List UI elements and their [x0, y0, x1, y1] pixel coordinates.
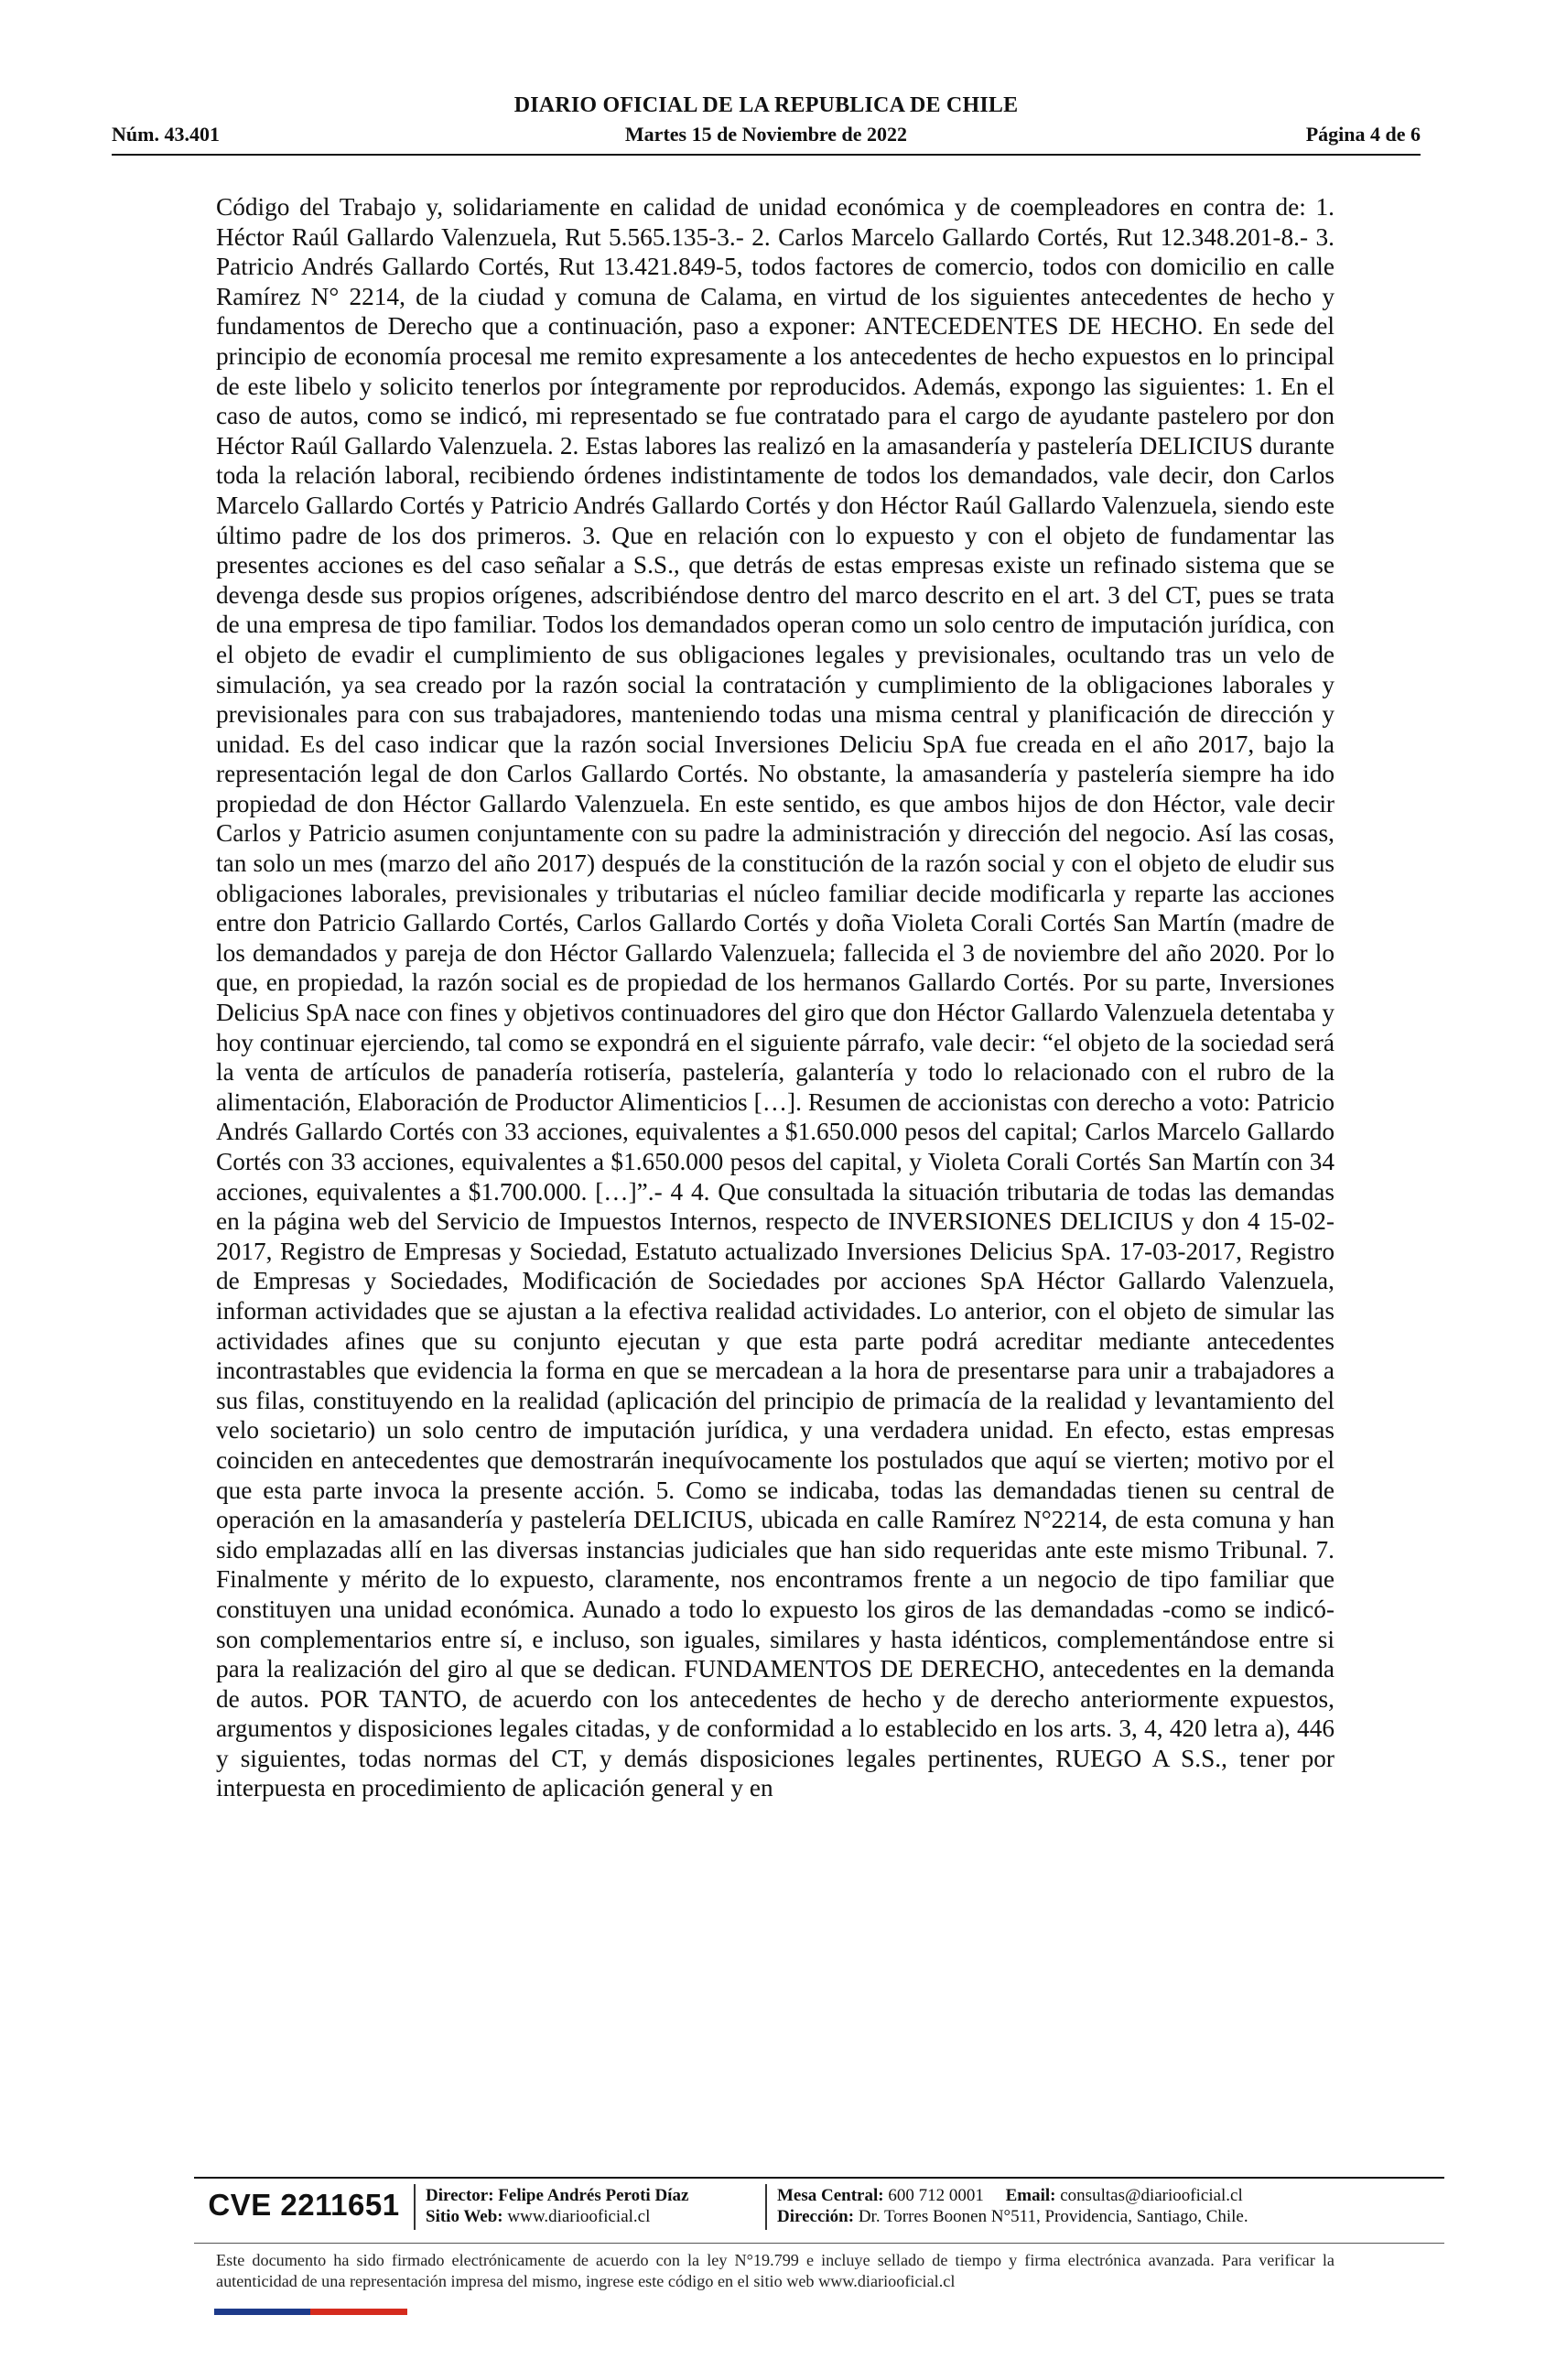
cve-code: CVE 2211651: [208, 2188, 400, 2222]
issue-date: Martes 15 de Noviembre de 2022: [624, 123, 908, 146]
footer-separator: [765, 2184, 767, 2230]
footer-separator: [414, 2184, 416, 2230]
signature-disclaimer: Este documento ha sido firmado electrónicamente de acuerdo con la ley N°19.799 e incluye sellado de tiempo y firma electrónica avanzada. Para verificar la autenticidad de una representación impresa del mismo, ingrese este código en el sitio web www.diariooficial.cl: [216, 2251, 1334, 2290]
footer-divider: [194, 2177, 1444, 2179]
director-label: Director:: [426, 2186, 494, 2205]
body-paragraph: Código del Trabajo y, solidariamente en calidad de unidad económica y de coempleadores en contra de: 1. Héctor Raúl Gallardo Valenzuela, Rut 5.565.135-3.- 2. Carlos Marcelo Gallardo Cortés, Rut 12.348.201-8.- 3. Patricio Andrés Gallardo Cortés, Rut 13.421.849-5, todos factores de comercio, todos con domicilio en calle Ramírez N° 2214, de la ciudad y comuna de Calama, en virtud de los siguientes antecedentes de hecho y fundamentos de Derecho que a continuación, paso a exponer: ANTECEDENTES DE HECHO. En sede del principio de economía procesal me remito expresamente a los antecedentes de hecho expuestos en lo principal de este libelo y solicito tenerlos por íntegramente por reproducidos. Además, expongo las siguientes: 1. En el caso de autos, como se indicó, mi representado se fue contratado para el cargo de ayudante pastelero por don Héctor Raúl Gallardo Valenzuela. 2. Estas labores las realizó en la amasandería y pastelería DELICIUS durante toda la relación laboral, recibiendo órdenes indistintamente de todos los demandados, vale decir, don Carlos Marcelo Gallardo Cortés y Patricio Andrés Gallardo Cortés y don Héctor Raúl Gallardo Valenzuela, siendo este último padre de los dos primeros. 3. Que en relación con lo expuesto y con el objeto de fundamentar las presentes acciones es del caso señalar a S.S., que detrás de estas empresas existe un refinado sistema que se devenga desde sus propios orígenes, adscribiéndose dentro del marco descrito en el art. 3 del CT, pues se trata de una empresa de tipo familiar. Todos los demandados operan como un solo centro de imputación jurídica, con el objeto de evadir el cumplimiento de sus obligaciones legales y previsionales, ocultando tras un velo de simulación, ya sea creado por la razón social la contratación y cumplimiento de la obligaciones laborales y previsionales para con sus trabajadores, manteniendo todas una misma central y planificación de dirección y unidad. Es del caso indicar que la razón social Inversiones Deliciu SpA fue creada en el año 2017, bajo la representación legal de don Carlos Gallardo Cortés. No obstante, la amasandería y pastelería siempre ha ido propiedad de don Héctor Gallardo Valenzuela. En este sentido, es que ambos hijos de don Héctor, vale decir Carlos y Patricio asumen conjuntamente con su padre la administración y dirección del negocio. Así las cosas, tan solo un mes (marzo del año 2017) después de la constitución de la razón social y con el objeto de eludir sus obligaciones laborales, previsionales y tributarias el núcleo familiar decide modificarla y reparte las acciones entre don Patricio Gallardo Cortés, Carlos Gallardo Cortés y doña Violeta Corali Cortés San Martín (madre de los demandados y pareja de don Héctor Gallardo Valenzuela; fallecida el 3 de noviembre del año 2020. Por lo que, en propiedad, la razón social es de propiedad de los hermanos Gallardo Cortés. Por su parte, Inversiones Delicius SpA nace con fines y objetivos continuadores del giro que don Héctor Gallardo Valenzuela detentaba y hoy continuar ejerciendo, tal como se expondrá en el siguiente párrafo, vale decir: “el objeto de la sociedad será la venta de artículos de panadería rotisería, pastelería, galantería y todo lo relacionado con el rubro de la alimentación, Elaboración de Productor Alimenticios […]. Resumen de accionistas con derecho a voto: Patricio Andrés Gallardo Cortés con 33 acciones, equivalentes a $1.650.000 pesos del capital; Carlos Marcelo Gallardo Cortés con 33 acciones, equivalentes a $1.650.000 pesos del capital, y Violeta Corali Cortés San Martín con 34 acciones, equivalentes a $1.700.000. […]”.- 4 4. Que consultada la situación tributaria de todas las demandas en la página web del Servicio de Impuestos Internos, respecto de INVERSIONES DELICIUS y don 4 15-02-2017, Registro de Empresas y Sociedad, Estatuto actualizado Inversiones Delicius SpA. 17-03-2017, Registro de Empresas y Sociedades, Modificación de Sociedades por acciones SpA Héctor Gallardo Valenzuela, informan actividades que se ajustan a la efectiva realidad actividades. Lo anterior, con el objeto de simular las actividades afines que su conjunto ejecutan y que esta parte podrá acreditar mediante antecedentes incontrastables que evidencia la forma en que se mercadean a la hora de presentarse para unir a trabajadores a sus filas, constituyendo en la realidad (aplicación del principio de primacía de la realidad y levantamiento del velo societario) un solo centro de imputación jurídica, y una verdadera unidad. En efecto, estas empresas coinciden en antecedentes que demostrarán inequívocamente los postulados que aquí se vierten; motivo por el que esta parte invoca la presente acción. 5. Como se indicaba, todas las demandadas tienen su central de operación en la amasandería y pastelería DELICIUS, ubicada en calle Ramírez N°2214, de esta comuna y han sido emplazadas allí en las diversas instancias judiciales que han sido requeridas ante este mismo Tribunal. 7. Finalmente y mérito de lo expuesto, claramente, nos encontramos frente a un negocio de tipo familiar que constituyen una unidad económica. Aunado a todo lo expuesto los giros de las demandadas -como se indicó- son complementarios entre sí, e incluso, son iguales, similares y hasta idénticos, complementándose entre si para la realización del giro al que se dedican. FUNDAMENTOS DE DERECHO, antecedentes en la demanda de autos. POR TANTO, de acuerdo con los antecedentes de hecho y de derecho anteriormente expuestos, argumentos y disposiciones legales citadas, y de conformidad a lo establecido en los arts. 3, 4, 420 letra a), 446 y siguientes, todas normas del CT, y demás disposiciones legales pertinentes, RUEGO A S.S., tener por interpuesta en procedimiento de aplicación general y en: [216, 193, 1334, 1802]
flag-stripe-red: [310, 2309, 407, 2315]
address-text: Dr. Torres Boonen N°511, Providencia, Santiago, Chile.: [858, 2207, 1248, 2226]
email-label: Email:: [1005, 2186, 1056, 2205]
website-label: Sitio Web:: [426, 2207, 503, 2226]
flag-stripe-blue: [214, 2309, 310, 2315]
issue-number: Núm. 43.401: [112, 123, 220, 146]
header-divider: [112, 154, 1421, 156]
address-label: Dirección:: [777, 2207, 855, 2226]
phone-number: 600 712 0001: [888, 2186, 984, 2205]
director-name: Felipe Andrés Peroti Díaz: [498, 2186, 689, 2205]
footer-contact-block: [777, 2185, 1248, 2227]
disclaimer-divider: [194, 2243, 1444, 2244]
gazette-title: DIARIO OFICIAL DE LA REPUBLICA DE CHILE: [513, 93, 1019, 117]
page-indicator: Página 4 de 6: [1305, 123, 1421, 146]
phone-label: Mesa Central:: [777, 2186, 884, 2205]
contact-line: [777, 2185, 1248, 2206]
cve-code-box: [194, 2182, 414, 2228]
website-link[interactable]: www.diariooficial.cl: [507, 2207, 651, 2226]
footer-director-block: [426, 2185, 688, 2227]
email-link[interactable]: consultas@diariooficial.cl: [1060, 2186, 1243, 2205]
director-line: [426, 2185, 688, 2206]
address-line: [777, 2206, 1248, 2227]
website-line: [426, 2206, 688, 2227]
page-header: [112, 93, 1421, 150]
